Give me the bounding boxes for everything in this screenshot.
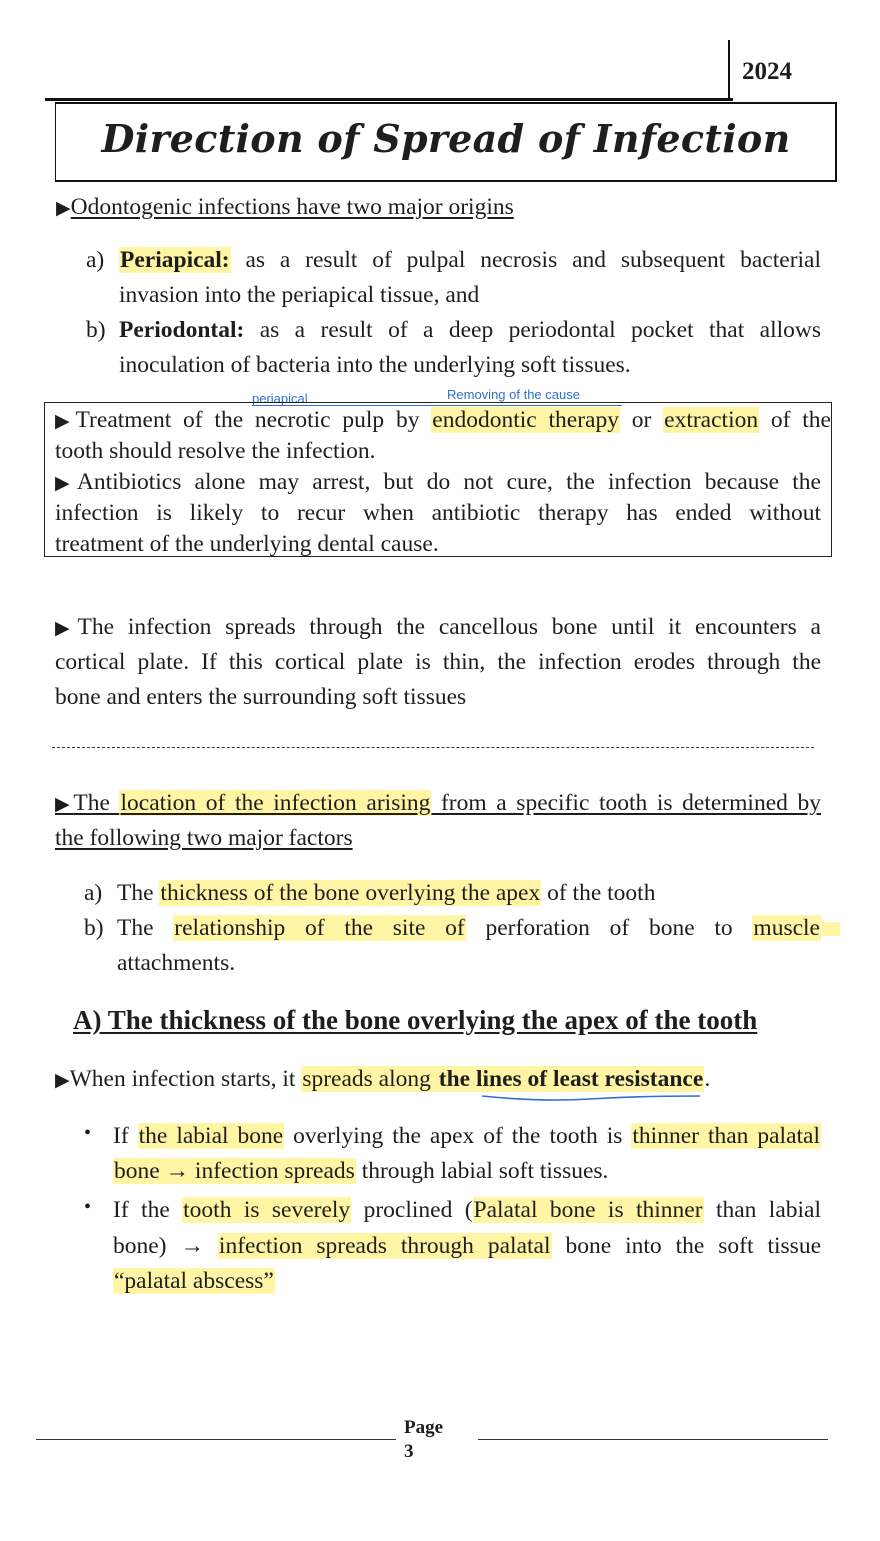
text: through labial soft tissues. [355, 1158, 609, 1184]
pen-stroke [482, 1096, 700, 1100]
text: perforation of bone to [465, 915, 753, 941]
origin-line: as a result of a deep periodontal pocket that allows [259, 317, 822, 343]
highlight: Palatal bone is thinner [473, 1197, 703, 1223]
text: The [117, 915, 174, 941]
footer-rule-right [478, 1439, 828, 1440]
origin-line: invasion into the periapical tissue, and [119, 282, 480, 308]
location-paragraph [55, 786, 821, 822]
bullet-labial [113, 1119, 821, 1153]
highlight: location of the infection arising [120, 790, 431, 816]
highlight: the labial bone [138, 1123, 284, 1149]
text: of the [759, 407, 831, 433]
text: . [704, 1066, 711, 1092]
title-top-rule [45, 98, 733, 101]
origin-item-periapical [119, 243, 821, 277]
bullet-palatal [113, 1193, 821, 1227]
text: bone) → [113, 1233, 218, 1259]
antibiotics-line: infection is likely to recur when antibiotic therapy has ended without [55, 500, 821, 526]
year-divider [728, 40, 730, 100]
spread-paragraph [55, 610, 821, 646]
term-periodontal: Periodontal: [119, 317, 245, 343]
bullet-labial-line [113, 1154, 608, 1188]
text: Antibiotics alone may arrest, but do not cure, the infection because the [76, 469, 821, 495]
footer-rule-left [36, 1439, 396, 1440]
highlight: extraction [664, 407, 759, 433]
antibiotics-line: treatment of the underlying dental cause. [55, 531, 439, 557]
spread-line: cortical plate. If this cortical plate is thin, the infection erodes through the [55, 649, 821, 675]
text: or [619, 407, 664, 433]
text: Treatment of the necrotic pulp by [75, 407, 432, 433]
triangle-arrow-icon: ▶ [56, 198, 71, 219]
highlight: thinner than palatal [632, 1123, 821, 1149]
highlight: muscle [753, 915, 820, 941]
text: of the tooth [541, 880, 656, 906]
page-title: Direction of Spread of Infection [101, 116, 791, 161]
triangle-arrow-icon: ▶ [55, 618, 78, 639]
highlight: infection spreads through palatal [218, 1233, 551, 1259]
triangle-arrow-icon: ▶ [55, 1070, 70, 1091]
highlight: endodontic therapy [432, 407, 619, 433]
bullet-palatal-line [113, 1229, 821, 1263]
text: If the [113, 1197, 183, 1223]
origin-item-periodontal [119, 313, 821, 347]
origin-line: inoculation of bacteria into the underlying soft tissues. [119, 352, 631, 378]
origin-item-marker: a) [86, 247, 105, 273]
highlight: tooth is severely [183, 1197, 351, 1223]
highlight: bone → infection spreads [114, 1158, 355, 1184]
origin-line: as a result of pulpal necrosis and subsequent bacterial [245, 247, 822, 273]
term-periapical: Periapical: [120, 247, 230, 273]
factor-item-relationship [117, 911, 821, 945]
dashed-divider [52, 747, 814, 748]
factor-line: attachments. [117, 950, 236, 976]
highlighter-stroke [822, 922, 840, 936]
factor-marker: a) [84, 880, 103, 906]
text: overlying the apex of the tooth is [284, 1123, 632, 1149]
text: The [117, 880, 160, 906]
highlight: thickness of the bone overlying the apex [160, 880, 541, 906]
factor-item-thickness [117, 876, 655, 910]
intro-heading-text: Odontogenic infections have two major origins [70, 194, 514, 220]
triangle-arrow-icon: ▶ [55, 473, 77, 494]
text: proclined ( [351, 1197, 473, 1223]
location-line: the following two major factors [55, 825, 353, 851]
page-label: Page [404, 1417, 444, 1438]
factor-marker: b) [84, 915, 104, 941]
highlight: spreads along [302, 1066, 437, 1092]
text: If [113, 1123, 138, 1149]
highlight: “palatal abscess” [114, 1268, 274, 1294]
highlight: relationship of the site of [174, 915, 465, 941]
text: The infection spreads through the cancellous bone until it encounters a [77, 614, 821, 640]
text: from a specific tooth is determined by [431, 790, 821, 816]
bullet-dot: • [84, 1122, 92, 1144]
text: bone into the soft tissue [551, 1233, 822, 1259]
origin-item-marker: b) [86, 317, 106, 343]
text: When infection starts, it [69, 1066, 302, 1092]
intro-heading [56, 190, 514, 226]
page-number-value: 3 [404, 1441, 414, 1462]
highlight-bold: the lines of least resistance [438, 1066, 704, 1092]
pen-underline [480, 1093, 702, 1103]
text: than labial [703, 1197, 821, 1223]
spread-line: bone and enters the surrounding soft tissues [55, 684, 467, 710]
treatment-line: tooth should resolve the infection. [55, 438, 376, 464]
annotation-periapical: periapical [252, 391, 308, 406]
section-a-heading: A) The thickness of the bone overlying the apex of the tooth [73, 1005, 758, 1035]
year-label: 2024 [742, 58, 792, 85]
bullet-dot: • [84, 1196, 92, 1218]
triangle-arrow-icon: ▶ [55, 794, 74, 815]
annotation-removing-cause: Removing of the cause [447, 387, 580, 402]
bullet-palatal-line [113, 1264, 275, 1298]
triangle-arrow-icon: ▶ [55, 411, 76, 432]
text: The [73, 790, 120, 816]
page-number [404, 1416, 443, 1464]
